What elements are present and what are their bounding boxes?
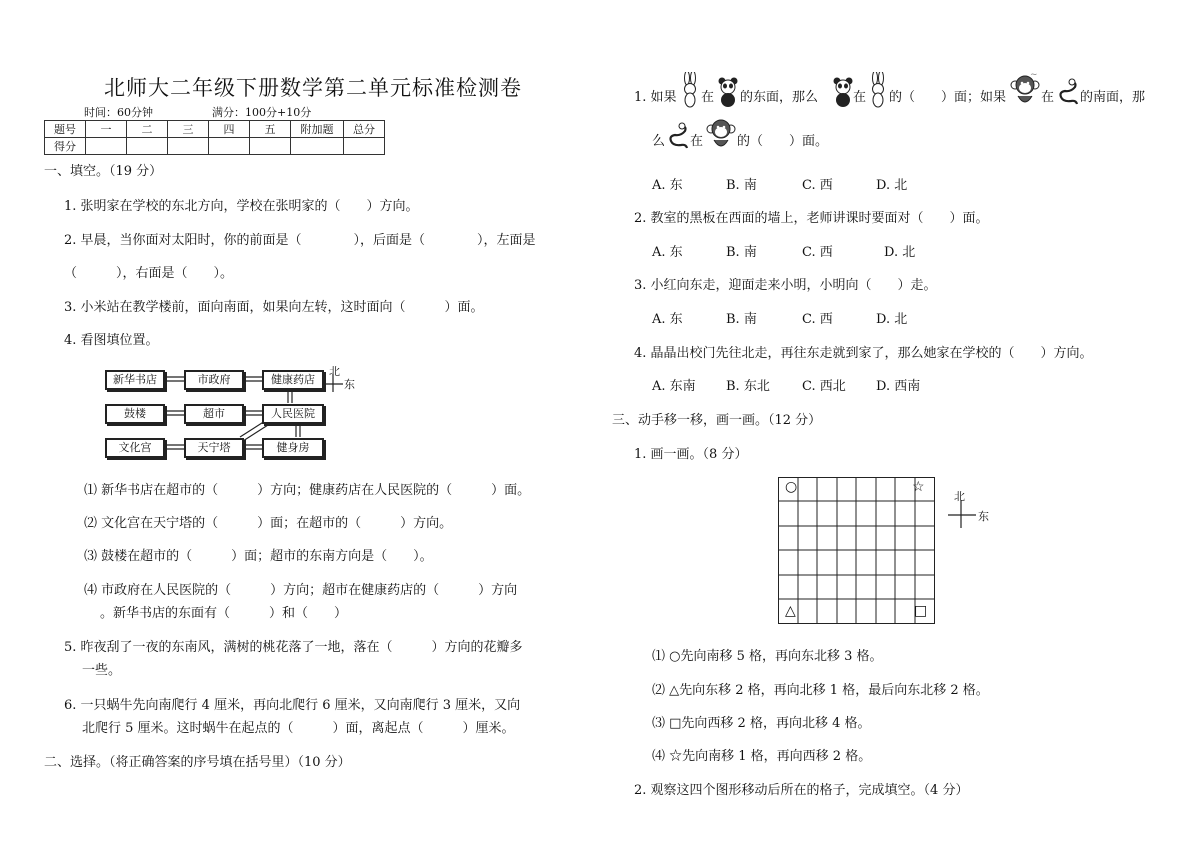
question-4-3: ⑶ 鼓楼在超市的（ ）面；超市的东南方向是（ ）。 (84, 549, 433, 564)
choice-2-option-c[interactable]: C. 西 (802, 245, 833, 260)
section-3-question-1: 1. 画一画。（8 分） (634, 447, 748, 462)
score-header-cell: 一 (86, 121, 127, 138)
snake-icon (1057, 78, 1079, 106)
choice-3-option-d[interactable]: D. 北 (876, 312, 908, 327)
monkey-icon (706, 118, 736, 152)
question-1-5-cont: 一些。 (82, 663, 122, 678)
rabbit-icon (868, 72, 888, 108)
choice-3-option-b[interactable]: B. 南 (726, 312, 757, 327)
choice-2-option-d[interactable]: D. 北 (884, 245, 916, 260)
question-1-3: 3. 小米站在教学楼前，面向南面，如果向左转，这时面向（ ）面。 (64, 300, 484, 315)
grid-compass-icon (948, 500, 978, 530)
question-1-6-cont: 北爬行 5 厘米。这时蜗牛在起点的（ ）面，离起点（ ）厘米。 (82, 721, 515, 736)
choice-4-option-d[interactable]: D. 西南 (876, 379, 921, 394)
map-box-pharmacy: 健康药店 (262, 370, 324, 390)
score-header-cell: 总分 (344, 121, 385, 138)
score-table (44, 120, 385, 155)
section-3-heading: 三、动手移一移，画一画。（12 分） (612, 413, 822, 428)
choice-1-option-b[interactable]: B. 南 (726, 178, 757, 193)
score-header-cell: 五 (250, 121, 291, 138)
choice-3-question: 3. 小红向东走，迎面走来小明，小明向（ ）走。 (634, 278, 937, 293)
score-header-cell: 题号 (45, 121, 86, 138)
map-compass-north: 北 (329, 365, 340, 378)
score-input-cell[interactable] (250, 138, 291, 155)
choice-1-text-b: 在 (690, 134, 704, 149)
grid-task-2: ⑵ △先向东移 2 格，再向北移 1 格，最后向东北移 2 格。 (652, 683, 989, 698)
choice-1-option-c[interactable]: C. 西 (802, 178, 833, 193)
map-box-gym: 健身房 (262, 438, 324, 458)
map-box-xinhua-bookstore: 新华书店 (105, 370, 165, 390)
map-compass-icon (325, 374, 347, 394)
choice-4-option-a[interactable]: A. 东南 (652, 379, 696, 394)
section-1-heading: 一、填空。（19 分） (44, 164, 163, 179)
choice-1-option-a[interactable]: A. 东 (652, 178, 683, 193)
question-1-1: 1. 张明家在学校的东北方向，学校在张明家的（ ）方向。 (64, 199, 419, 214)
question-4-1: ⑴ 新华书店在超市的（ ）方向；健康药店在人民医院的（ ）面。 (84, 483, 531, 498)
choice-1-text-a: 的南面，那 (1080, 90, 1146, 105)
score-row-label: 得分 (45, 138, 86, 155)
section-2-heading: 二、选择。（将正确答案的序号填在括号里）（10 分） (44, 755, 351, 770)
score-header-cell: 二 (127, 121, 168, 138)
choice-3-option-c[interactable]: C. 西 (802, 312, 833, 327)
choice-1-text-a: 在 (701, 90, 715, 105)
map-box-tianning-pagoda: 天宁塔 (184, 438, 244, 458)
grid-task-4: ⑷ ☆先向南移 1 格，再向西移 2 格。 (652, 749, 872, 764)
grid-square-symbol: □ (914, 603, 928, 619)
choice-1-text-a: 在 (853, 90, 867, 105)
snake-icon (667, 122, 689, 150)
map-box-drum-tower: 鼓楼 (105, 404, 165, 424)
section-3-question-2: 2. 观察这四个图形移动后所在的格子，完成填空。（4 分） (634, 783, 969, 798)
grid-task-1: ⑴ ○先向南移 5 格，再向东北移 3 格。 (652, 649, 883, 664)
choice-2-option-b[interactable]: B. 南 (726, 245, 757, 260)
exam-score-total: 满分：100分+10分 (212, 106, 312, 119)
map-box-culture-palace: 文化宫 (105, 438, 165, 458)
grid-compass-east: 东 (978, 510, 989, 523)
choice-4-question: 4. 晶晶出校门先往北走，再往东走就到家了，那么她家在学校的（ ）方向。 (634, 346, 1093, 361)
question-1-4: 4. 看图填位置。 (64, 333, 159, 348)
score-input-cell[interactable] (291, 138, 344, 155)
question-4-4: ⑷ 市政府在人民医院的（ ）方向；超市在健康药店的（ ）方向 (84, 583, 518, 598)
choice-1-option-d[interactable]: D. 北 (876, 178, 908, 193)
score-input-cell[interactable] (168, 138, 209, 155)
choice-2-option-a[interactable]: A. 东 (652, 245, 683, 260)
choice-1-text-b: 么 (652, 134, 666, 149)
question-1-2: 2. 早晨，当你面对太阳时，你的前面是（ ），后面是（ ），左面是 (64, 233, 536, 248)
choice-1-text-a: 1. 如果 (634, 90, 677, 105)
page-title: 北师大二年级下册数学第二单元标准检测卷 (104, 76, 522, 100)
question-1-2-cont: （ ），右面是（ ）。 (64, 266, 234, 281)
grid-circle-symbol: ○ (785, 479, 798, 495)
choice-4-option-b[interactable]: B. 东北 (726, 379, 770, 394)
score-input-cell[interactable] (209, 138, 250, 155)
choice-4-option-c[interactable]: C. 西北 (802, 379, 846, 394)
score-header-cell: 附加题 (291, 121, 344, 138)
rabbit-icon (680, 72, 700, 108)
grid-compass-north: 北 (954, 490, 965, 503)
choice-1-text-a: 的东面，那么 (740, 90, 819, 105)
score-input-cell[interactable] (344, 138, 385, 155)
choice-3-option-a[interactable]: A. 东 (652, 312, 683, 327)
choice-1-text-a: 的（ ）面；如果 (889, 90, 1007, 105)
map-box-city-hall: 市政府 (184, 370, 244, 390)
grid-task-3: ⑶ □先向西移 2 格，再向北移 4 格。 (652, 716, 871, 731)
map-compass-east: 东 (344, 378, 355, 391)
grid-triangle-symbol: △ (785, 603, 796, 619)
question-4-2: ⑵ 文化宫在天宁塔的（ ）面；在超市的（ ）方向。 (84, 516, 453, 531)
score-header-cell: 四 (209, 121, 250, 138)
movement-grid[interactable] (778, 477, 936, 625)
score-input-cell[interactable] (86, 138, 127, 155)
score-header-cell: 三 (168, 121, 209, 138)
grid-star-symbol: ☆ (912, 479, 925, 495)
map-box-hospital: 人民医院 (262, 404, 324, 424)
panda-icon (717, 76, 739, 108)
choice-1-text-a: 在 (1041, 90, 1055, 105)
exam-time: 时间：60分钟 (84, 106, 153, 119)
map-box-supermarket: 超市 (184, 404, 244, 424)
choice-2-question: 2. 教室的黑板在西面的墙上，老师讲课时要面对（ ）面。 (634, 211, 989, 226)
question-1-6: 6. 一只蜗牛先向南爬行 4 厘米，再向北爬行 6 厘米，又向南爬行 3 厘米，又向 (64, 698, 521, 713)
score-input-cell[interactable] (127, 138, 168, 155)
panda-icon (832, 76, 854, 108)
question-4-4-cont: 。新华书店的东面有（ ）和（ ） (100, 606, 348, 621)
question-1-5: 5. 昨夜刮了一夜的东南风，满树的桃花落了一地，落在（ ）方向的花瓣多 (64, 640, 523, 655)
monkey-icon-motion-lines: ~ (1030, 70, 1038, 80)
choice-1-text-b: 的（ ）面。 (737, 134, 829, 149)
